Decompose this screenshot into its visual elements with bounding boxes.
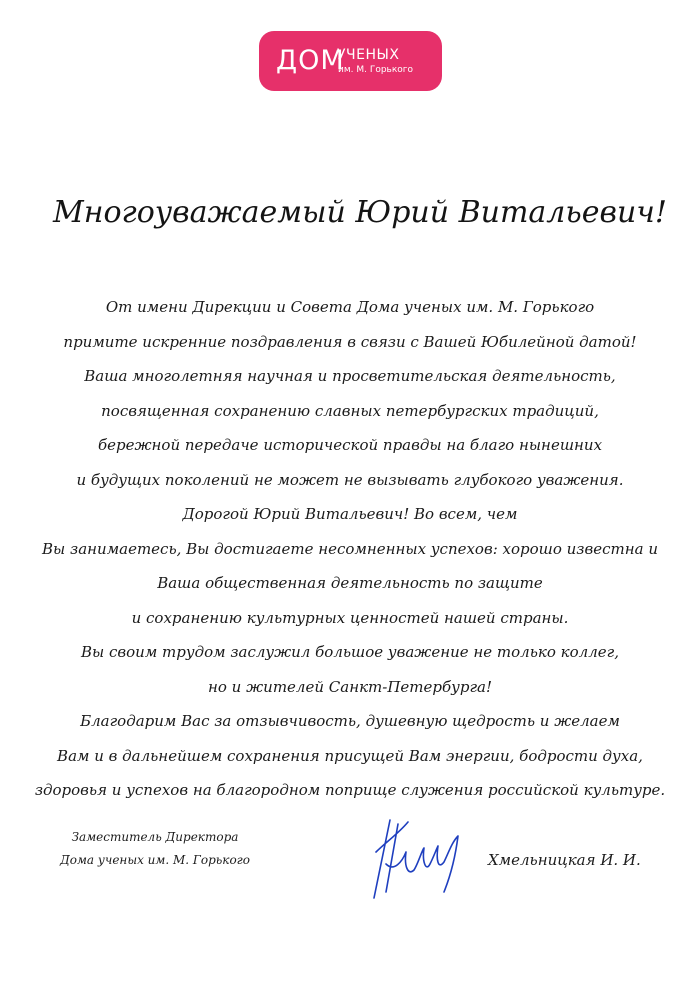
letter-line: но и жителей Санкт-Петербурга!	[208, 677, 492, 696]
signatory-title-line1: Заместитель Директора	[71, 830, 239, 844]
letter-line: здоровья и успехов на благородном поприще служения российской культуре.	[34, 781, 666, 799]
logo-word-main: ДОМ	[276, 45, 345, 76]
signatory-title	[30, 826, 280, 872]
handwritten-signature	[368, 812, 468, 904]
letter-body	[0, 290, 700, 808]
letter-line: и будущих поколений не может не вызывать глубокого уважения.	[76, 470, 624, 489]
letter-line: Ваша общественная деятельность по защите	[157, 574, 543, 592]
signatory-name: Хмельницкая И. И.	[488, 851, 641, 869]
letter-line: примите искренние поздравления в связи с Вашей Юбилейной датой!	[63, 332, 637, 351]
letter-line: бережной передаче исторической правды на благо нынешних	[97, 436, 603, 454]
letter-line: Благодарим Вас за отзывчивость, душевную щедрость и желаем	[80, 712, 620, 730]
letter-line: От имени Дирекции и Совета Дома ученых им. М. Горького	[105, 298, 595, 316]
logo-word-second: УЧЕНЫХ	[337, 47, 400, 63]
signatory-title-line2: Дома ученых им. М. Горького	[60, 853, 250, 867]
letter-line: Ваша многолетняя научная и просветительская деятельность,	[84, 367, 616, 385]
letter-line: посвященная сохранению славных петербургских традиций,	[101, 401, 599, 420]
letter-line: Вам и в дальнейшем сохранения присущей Вам энергии, бодрости духа,	[57, 746, 643, 765]
salutation: Многоуважаемый Юрий Витальевич!	[53, 195, 667, 230]
letter-line: Дорогой Юрий Витальевич! Во всем, чем	[182, 505, 518, 523]
letter-line: и сохранению культурных ценностей нашей страны.	[131, 608, 569, 627]
logo-subtitle: им. М. Горького	[338, 65, 414, 75]
letter-line: Вы своим трудом заслужил большое уважение не только коллег,	[81, 643, 619, 661]
letter-line: Вы занимаетесь, Вы достигаете несомненных успехов: хорошо известна и	[42, 539, 658, 558]
logo	[259, 31, 442, 91]
